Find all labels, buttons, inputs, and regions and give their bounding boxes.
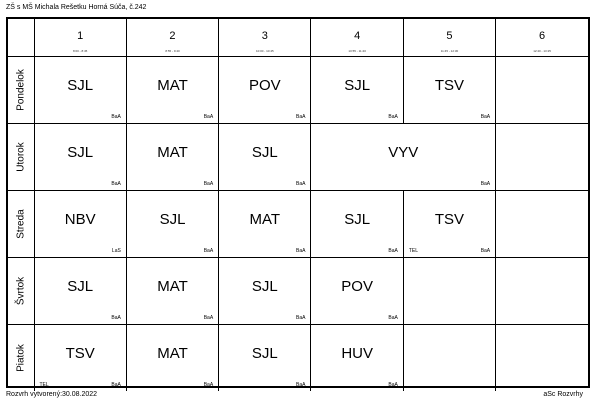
- lesson-cell[interactable]: [34, 325, 126, 392]
- lesson-cell[interactable]: [126, 258, 218, 325]
- lesson-subject: SJL: [67, 77, 94, 94]
- day-row: [8, 258, 588, 325]
- period-time: 11:45 - 12:30: [440, 49, 459, 53]
- day-label: Streda: [15, 209, 27, 239]
- empty-lesson-cell: [403, 258, 495, 325]
- lesson-cell[interactable]: [34, 57, 126, 124]
- lesson-subject: POV: [248, 77, 281, 94]
- lesson-teacher: BaA: [296, 382, 306, 388]
- timetable-frame: [6, 17, 590, 388]
- day-row: [8, 191, 588, 258]
- empty-lesson-cell: [496, 258, 588, 325]
- lesson-cell[interactable]: [34, 258, 126, 325]
- empty-lesson-cell: [496, 57, 588, 124]
- lesson-subject: TSV: [434, 211, 465, 228]
- lesson-teacher: BaA: [111, 114, 121, 120]
- lesson-subject: POV: [341, 278, 373, 295]
- period-header-row: [8, 19, 588, 57]
- period-number: 2: [169, 30, 176, 42]
- lesson-teacher: BaA: [388, 114, 398, 120]
- lesson-room: TEL: [408, 248, 418, 254]
- lesson-cell[interactable]: [311, 325, 403, 392]
- lesson-teacher: BaA: [296, 114, 306, 120]
- day-cell: [8, 325, 34, 392]
- lesson-teacher: BaA: [296, 248, 306, 254]
- lesson-teacher: BaA: [480, 248, 491, 254]
- lesson-subject: SJL: [67, 278, 94, 295]
- day-row: [8, 57, 588, 124]
- lesson-cell[interactable]: [126, 191, 218, 258]
- lesson-cell[interactable]: [403, 191, 495, 258]
- lesson-cell[interactable]: [311, 191, 403, 258]
- lesson-teacher: LaS: [111, 248, 121, 254]
- lesson-cell[interactable]: [403, 57, 495, 124]
- lesson-subject: MAT: [157, 345, 188, 362]
- period-header-4: [311, 19, 403, 57]
- lesson-teacher: BaA: [388, 315, 398, 321]
- lesson-teacher: BaA: [480, 181, 491, 187]
- lesson-cell[interactable]: [311, 57, 403, 124]
- lesson-subject: SJL: [344, 211, 371, 228]
- lesson-cell[interactable]: [219, 191, 311, 258]
- lesson-teacher: BaA: [111, 181, 121, 187]
- lesson-teacher: BaA: [203, 181, 214, 187]
- software-brand: aSc Rozvrhy: [543, 391, 583, 398]
- corner-cell: [8, 19, 34, 57]
- lesson-teacher: BaA: [203, 315, 214, 321]
- period-header-1: [34, 19, 126, 57]
- lesson-teacher: BaA: [203, 114, 214, 120]
- empty-lesson-cell: [403, 325, 495, 392]
- day-label: Utorok: [15, 142, 27, 172]
- period-time: 10:55 - 11:40: [348, 49, 366, 53]
- lesson-room: TEL: [39, 382, 49, 388]
- lesson-teacher: BaA: [388, 248, 398, 254]
- lesson-teacher: BaA: [296, 181, 306, 187]
- lesson-cell[interactable]: [219, 258, 311, 325]
- day-cell: [8, 191, 34, 258]
- lesson-teacher: BaA: [296, 315, 306, 321]
- lesson-subject: SJL: [251, 144, 278, 161]
- lesson-subject: TSV: [65, 345, 95, 362]
- day-label: Pondelok: [15, 69, 27, 111]
- lesson-cell[interactable]: [219, 124, 311, 191]
- created-date: Rozvrh vytvorený:30.08.2022: [6, 391, 98, 398]
- period-number: 5: [446, 30, 453, 42]
- day-row: [8, 325, 588, 392]
- period-number: 1: [77, 30, 84, 42]
- period-number: 6: [539, 30, 546, 42]
- period-header-2: [126, 19, 218, 57]
- day-cell: [8, 124, 34, 191]
- lesson-subject: SJL: [251, 278, 278, 295]
- day-label: Švrtok: [15, 276, 27, 306]
- lesson-subject: TSV: [434, 77, 465, 94]
- lesson-cell[interactable]: [219, 57, 311, 124]
- period-time: 12:40 - 13:25: [533, 49, 551, 53]
- lesson-cell[interactable]: [34, 191, 126, 258]
- lesson-subject: MAT: [157, 278, 188, 295]
- lesson-subject: SJL: [344, 77, 371, 94]
- school-title: ZŠ s MŠ Michala Rešetku Horná Súča, č.242: [6, 4, 147, 11]
- day-cell: [8, 57, 34, 124]
- lesson-subject: SJL: [159, 211, 186, 228]
- lesson-teacher: BaA: [388, 382, 398, 388]
- day-label: Piatok: [15, 344, 27, 372]
- lesson-subject: SJL: [251, 345, 278, 362]
- lesson-subject: MAT: [249, 211, 281, 228]
- lesson-subject: MAT: [157, 144, 188, 161]
- period-time: 8:00 - 8:45: [72, 49, 88, 53]
- empty-lesson-cell: [496, 325, 588, 392]
- period-number: 3: [261, 30, 268, 42]
- day-cell: [8, 258, 34, 325]
- lesson-teacher: BaA: [480, 114, 491, 120]
- lesson-subject: NBV: [64, 211, 96, 228]
- lesson-subject: MAT: [157, 77, 188, 94]
- lesson-cell[interactable]: [126, 124, 218, 191]
- period-header-5: [403, 19, 495, 57]
- lesson-teacher: BaA: [203, 248, 214, 254]
- lesson-teacher: BaA: [111, 382, 121, 388]
- timetable-grid: [8, 19, 588, 391]
- lesson-teacher: BaA: [203, 382, 214, 388]
- empty-lesson-cell: [496, 124, 588, 191]
- lesson-subject: SJL: [67, 144, 94, 161]
- period-header-6: [496, 19, 588, 57]
- day-row: [8, 124, 588, 191]
- lesson-cell[interactable]: [34, 124, 126, 191]
- period-number: 4: [354, 30, 361, 42]
- lesson-cell[interactable]: [219, 325, 311, 392]
- lesson-cell[interactable]: [126, 325, 218, 392]
- lesson-cell[interactable]: [311, 258, 403, 325]
- lesson-subject: VYV: [388, 144, 419, 161]
- period-time: 10:00 - 10:45: [255, 49, 274, 53]
- period-time: 8:55 - 9:40: [165, 49, 180, 53]
- lesson-cell[interactable]: [126, 57, 218, 124]
- period-header-3: [219, 19, 311, 57]
- lesson-subject: HUV: [341, 345, 373, 362]
- lesson-cell[interactable]: [311, 124, 496, 191]
- empty-lesson-cell: [496, 191, 588, 258]
- lesson-teacher: BaA: [111, 315, 121, 321]
